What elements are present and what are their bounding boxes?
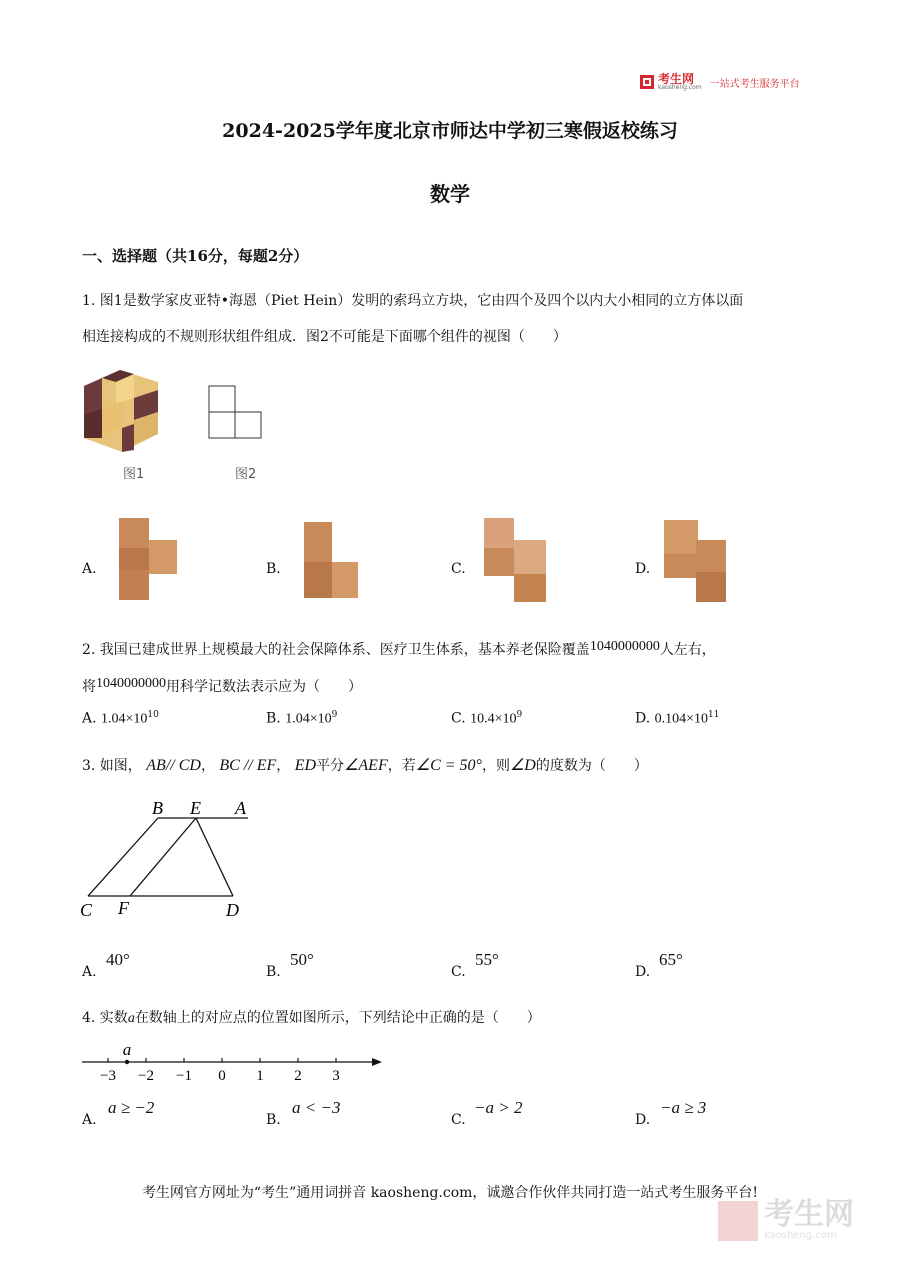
q2-number-repeat: 1040000000: [96, 676, 166, 691]
q3-expr-aef: ∠AEF: [344, 757, 388, 774]
q2-option-a: [82, 710, 159, 728]
q4-option-d-expr: −a ≥ 3: [660, 1098, 707, 1117]
line-ed: [196, 818, 233, 896]
figure2-view: [207, 384, 263, 440]
watermark-text-block: [764, 1197, 854, 1241]
q2-option-c: [451, 710, 522, 728]
q3-option-a-label: A.: [82, 964, 97, 980]
q1-option-c-label: C.: [451, 561, 466, 577]
q4-option-c-expr: −a > 2: [474, 1098, 523, 1117]
q3-expr-ab-cd: AB// CD: [146, 757, 201, 774]
q3-sep1: ，: [200, 758, 215, 774]
point-a-label: a: [122, 1040, 132, 1059]
q4-number-line: [78, 1038, 388, 1086]
line-ef: [130, 818, 196, 896]
q2-line1-start: 2. 我国已建成世界上规模最大的社会保障体系、医疗卫生体系，基本养老保险覆盖: [82, 642, 590, 658]
logo-text-block: [658, 73, 702, 91]
watermark-name: 考生网: [764, 1197, 854, 1232]
q1-text-line2: 相连接构成的不规则形状组件组成．图2不可能是下面哪个组件的视图（ ）: [82, 329, 567, 345]
q3-text3: ，则: [481, 758, 510, 774]
q2-option-d-exp: 11: [708, 710, 720, 720]
q1-option-b-label: B.: [266, 561, 281, 577]
watermark-icon: [718, 1201, 758, 1241]
figure2-caption: 图2: [235, 467, 257, 482]
q2-option-a-label: A.: [82, 710, 97, 727]
q4-option-b-expr: a < −3: [292, 1098, 341, 1117]
q4-option-a-label: A.: [82, 1112, 97, 1128]
q2-number: 1040000000: [589, 639, 660, 654]
q4-option-a-expr: a ≥ −2: [108, 1098, 155, 1117]
tick-label: 1: [256, 1068, 264, 1084]
q3-sep2: ，: [276, 758, 291, 774]
line-bc: [88, 818, 158, 896]
q3-expr-ed: ED: [294, 757, 317, 774]
q2-option-b-exp: 9: [331, 710, 338, 720]
kaosheng-logo-icon: [640, 75, 654, 89]
q3-option-b-value: 50°: [290, 950, 314, 969]
q4-option-c-label: C.: [451, 1112, 466, 1128]
q2-option-d-mantissa: 0.104×10: [654, 711, 709, 727]
q3-text4: 的度数为（ ）: [535, 758, 648, 774]
tick-label: −2: [138, 1068, 154, 1084]
point-label-c: C: [80, 900, 93, 920]
figure1-caption: 图1: [123, 467, 145, 482]
q2-option-c-label: C.: [451, 710, 466, 727]
watermark-url: kaosheng.com: [764, 1230, 837, 1241]
logo-name: 考生网: [658, 72, 695, 86]
point-label-d: D: [226, 900, 239, 920]
q3-option-b-label: B.: [266, 964, 281, 980]
point-label-a: A: [235, 798, 246, 818]
q4-text: [82, 1011, 541, 1026]
q2-option-a-exp: 10: [147, 710, 159, 720]
q3-option-d-value: 65°: [659, 950, 683, 969]
q3-option-d-label: D.: [635, 964, 651, 980]
header-logo: [640, 73, 800, 91]
tick-label: −3: [100, 1068, 116, 1084]
q2-option-c-exp: 9: [516, 710, 523, 720]
q2-text-line2: [82, 676, 362, 695]
tick-label: −1: [176, 1068, 192, 1084]
subject-title: 数学: [430, 182, 470, 206]
q2-option-a-mantissa: 1.04×10: [101, 711, 148, 727]
q1-option-d-label: D.: [635, 561, 651, 577]
q1-option-a-label: A.: [82, 561, 97, 577]
q1-option-a-block: [114, 514, 182, 604]
q2-option-d-label: D.: [635, 710, 651, 727]
footer-notice: 考生网官方网址为“考生”通用词拼音 kaosheng.com，诚邀合作伙伴共同打造一站式考生服务平台!: [141, 1185, 759, 1201]
point-label-b: B: [152, 798, 163, 818]
q1-option-d-block: [660, 516, 732, 606]
q1-text-line1: 1. 图1是数学家皮亚特•海恩（Piet Hein）发明的索玛立方块，它由四个及四个以内大小相同的立方体以面: [82, 293, 744, 309]
q3-geometry-figure: [78, 796, 258, 922]
q3-option-a-value: 40°: [106, 950, 130, 969]
logo-url: kaosheng.com: [658, 84, 702, 91]
q3-expr-d: ∠D: [509, 757, 536, 774]
q2-line1-end: 人左右，: [659, 642, 716, 658]
q2-option-d: [635, 710, 720, 728]
q2-line2-start: 将: [82, 679, 96, 695]
section-heading: 一、选择题（共16分，每题2分）: [82, 247, 309, 265]
q4-text-start: 4. 实数: [82, 1010, 128, 1026]
logo-slogan: 一站式考生服务平台: [709, 78, 800, 90]
point-label-e: E: [190, 798, 201, 818]
q4-option-d-label: D.: [635, 1112, 651, 1128]
q3-option-c-value: 55°: [475, 950, 499, 969]
q2-option-c-mantissa: 10.4×10: [470, 711, 517, 727]
q3-expr-bc-ef: BC // EF: [219, 757, 277, 774]
tick-label: 2: [294, 1068, 302, 1084]
figure1-soma-cube: [80, 368, 164, 454]
q2-option-b: [266, 710, 337, 728]
tick-label: 3: [332, 1068, 340, 1084]
point-a-marker: [125, 1060, 129, 1064]
q3-option-c-label: C.: [451, 964, 466, 980]
q4-option-b-label: B.: [266, 1112, 281, 1128]
q3-expr-c: ∠C = 50°: [415, 757, 482, 774]
q2-line2-end: 用科学记数法表示应为（ ）: [166, 679, 362, 695]
q2-option-b-label: B.: [266, 710, 281, 727]
q2-text-line1: [82, 639, 716, 658]
q3-prefix: 3. 如图，: [82, 758, 142, 774]
q3-text1: 平分: [316, 758, 345, 774]
q1-option-c-block: [480, 514, 552, 606]
q4-text-end: 在数轴上的对应点的位置如图所示，下列结论中正确的是（ ）: [134, 1010, 541, 1026]
page-title: 2024-2025学年度北京市师达中学初三寒假返校练习: [222, 120, 678, 142]
number-line-arrow-icon: [372, 1058, 382, 1066]
q3-text2: ，若: [387, 758, 416, 774]
point-label-f: F: [118, 898, 129, 918]
q1-option-b-block: [300, 518, 362, 602]
q3-text: [82, 756, 648, 776]
watermark-logo: [718, 1197, 854, 1241]
tick-label: 0: [218, 1068, 226, 1084]
q2-option-b-mantissa: 1.04×10: [285, 711, 332, 727]
q4-var: a: [127, 1011, 135, 1026]
